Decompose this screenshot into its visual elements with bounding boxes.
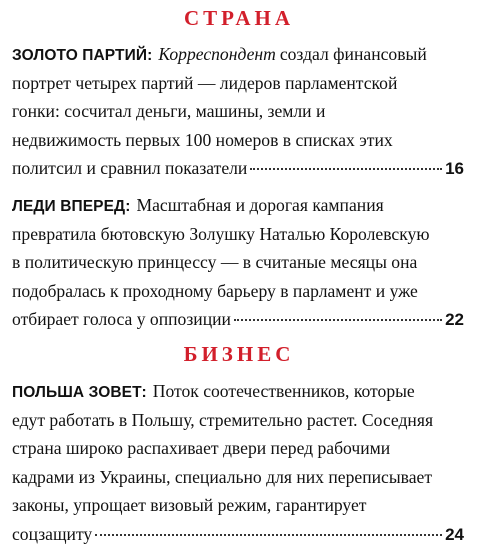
entry-line: [12, 377, 464, 406]
page-number[interactable]: 22: [445, 310, 464, 330]
entry-heading: ПОЛЬША ЗОВЕТ:: [12, 384, 147, 401]
dot-leader: [234, 319, 442, 321]
section-title-strana: СТРАНА: [184, 6, 294, 30]
entry-text: политсил и сравнил показатели: [12, 158, 248, 179]
entry-line: [12, 491, 464, 520]
entry-line: [12, 97, 464, 126]
entry-line: [12, 69, 464, 98]
entry-heading: ЗОЛОТО ПАРТИЙ:: [12, 47, 153, 64]
entry-text: едут работать в Польшу, стремительно растет. Соседняя: [12, 409, 434, 430]
section-title-biznes: БИЗНЕС: [183, 342, 295, 366]
entry-text: превратила бютовскую Золушку Наталью Королевскую: [12, 223, 430, 244]
entry-text: кадрами из Украины, специально для них переписывает: [12, 466, 433, 487]
entry-line: [12, 406, 464, 435]
dot-leader: [250, 168, 442, 170]
dot-leader: [95, 534, 442, 536]
entry-line: [12, 40, 464, 69]
entry-text: создал финансовый: [279, 44, 427, 64]
entry-line: [12, 154, 464, 183]
entry-text: подобралась к проходному барьеру в парламент и уже: [12, 280, 418, 301]
entry-line: [12, 277, 464, 306]
entry-text: гонки: сосчитал деньги, машины, земли и: [12, 101, 326, 122]
entry-text: законы, упрощает визовый режим, гарантирует: [12, 495, 367, 516]
entry-text: Поток соотечественников, которые: [152, 381, 415, 401]
toc-entry-ledi-vpered[interactable]: [12, 191, 464, 334]
toc-entry-zoloto-partiy[interactable]: [12, 40, 464, 183]
toc-entry-polsha-zovet[interactable]: [12, 377, 464, 549]
entry-line: [12, 191, 464, 220]
entry-line: [12, 434, 464, 463]
entry-text: соцзащиту: [12, 523, 93, 544]
entry-line: [12, 520, 464, 549]
entry-text: Масштабная и дорогая кампания: [136, 195, 384, 215]
entry-text: страна широко распахивает двери перед рабочими: [12, 438, 391, 459]
page-number[interactable]: 24: [445, 524, 464, 544]
entry-line: [12, 220, 464, 249]
entry-line: [12, 248, 464, 277]
entry-heading: ЛЕДИ ВПЕРЕД:: [12, 198, 131, 215]
entry-text: недвижимость первых 100 номеров в списках этих: [12, 129, 393, 150]
entry-line: [12, 305, 464, 334]
entry-line: [12, 126, 464, 155]
entry-text: портрет четырех партий — лидеров парламентской: [12, 72, 398, 93]
entry-italic-word: Корреспондент: [158, 44, 276, 64]
page-number[interactable]: 16: [445, 159, 464, 179]
entry-text: отбирает голоса у оппозиции: [12, 309, 231, 330]
entry-text: в политическую принцессу — в считаные месяцы она: [12, 252, 418, 273]
entry-line: [12, 463, 464, 492]
